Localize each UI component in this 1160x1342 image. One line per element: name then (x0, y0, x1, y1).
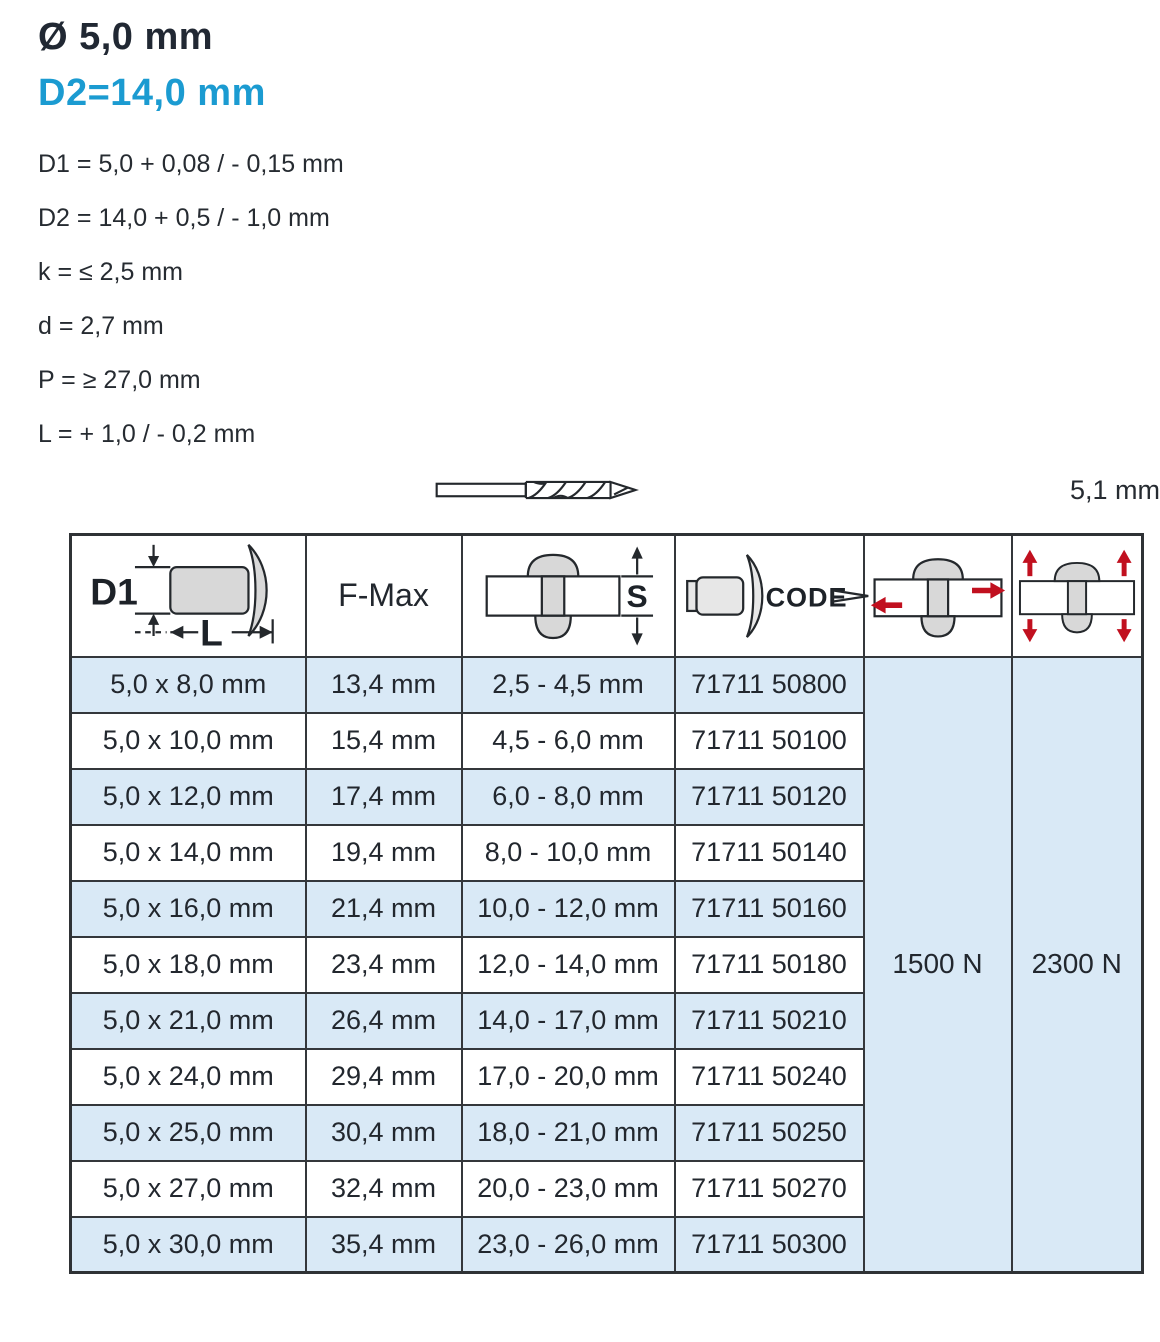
drill-size-label: 5,1 mm (1069, 474, 1160, 505)
cell-code: 71711 50160 (675, 881, 864, 937)
drill-bit-icon (434, 473, 648, 507)
cell-grip: 2,5 - 4,5 mm (462, 657, 675, 713)
shear-strength-icon (869, 539, 1007, 653)
cell-size: 5,0 x 10,0 mm (71, 713, 306, 769)
cell-grip: 8,0 - 10,0 mm (462, 825, 675, 881)
cell-grip: 12,0 - 14,0 mm (462, 937, 675, 993)
cell-fmax: 17,4 mm (306, 769, 462, 825)
col-header-dimensions (71, 535, 306, 657)
cell-fmax: 21,4 mm (306, 881, 462, 937)
table-row (71, 657, 1143, 713)
cell-size: 5,0 x 30,0 mm (71, 1217, 306, 1273)
page-title: Ø 5,0 mm (38, 16, 214, 58)
spec-l: L = + 1,0 / - 0,2 mm (38, 420, 256, 448)
cell-grip: 6,0 - 8,0 mm (462, 769, 675, 825)
tensile-strength-icon (1015, 539, 1139, 653)
cell-fmax: 26,4 mm (306, 993, 462, 1049)
rivet-spec-table (69, 533, 1144, 1274)
cell-code: 71711 50800 (675, 657, 864, 713)
cell-code: 71711 50180 (675, 937, 864, 993)
svg-text:CODE: CODE (765, 582, 847, 613)
cell-code: 71711 50100 (675, 713, 864, 769)
cell-grip: 4,5 - 6,0 mm (462, 713, 675, 769)
cell-code: 71711 50240 (675, 1049, 864, 1105)
cell-size: 5,0 x 8,0 mm (71, 657, 306, 713)
cell-size: 5,0 x 21,0 mm (71, 993, 306, 1049)
cell-fmax: 29,4 mm (306, 1049, 462, 1105)
cell-grip: 14,0 - 17,0 mm (462, 993, 675, 1049)
cell-fmax: 15,4 mm (306, 713, 462, 769)
tensile-value-cell: 2300 N (1012, 657, 1143, 1273)
cell-grip: 23,0 - 26,0 mm (462, 1217, 675, 1273)
col-header-shear (864, 535, 1012, 657)
rivet-dimension-icon (81, 539, 295, 653)
cell-size: 5,0 x 18,0 mm (71, 937, 306, 993)
cell-code: 71711 50300 (675, 1217, 864, 1273)
spec-d: d = 2,7 mm (38, 312, 164, 340)
cell-size: 5,0 x 24,0 mm (71, 1049, 306, 1105)
cell-code: 71711 50120 (675, 769, 864, 825)
svg-text:L: L (200, 611, 224, 653)
cell-grip: 18,0 - 21,0 mm (462, 1105, 675, 1161)
cell-code: 71711 50210 (675, 993, 864, 1049)
spec-d1: D1 = 5,0 + 0,08 / - 0,15 mm (38, 150, 344, 178)
cell-size: 5,0 x 25,0 mm (71, 1105, 306, 1161)
cell-grip: 20,0 - 23,0 mm (462, 1161, 675, 1217)
spec-p: P = ≥ 27,0 mm (38, 366, 201, 394)
cell-code: 71711 50140 (675, 825, 864, 881)
col-header-fmax: F-Max (306, 535, 462, 657)
spec-k: k = ≤ 2,5 mm (38, 258, 184, 286)
cell-grip: 17,0 - 20,0 mm (462, 1049, 675, 1105)
svg-text:S: S (626, 577, 648, 614)
page-subtitle: D2=14,0 mm (38, 72, 266, 114)
grip-range-icon (479, 539, 657, 653)
cell-fmax: 13,4 mm (306, 657, 462, 713)
cell-fmax: 30,4 mm (306, 1105, 462, 1161)
cell-size: 5,0 x 12,0 mm (71, 769, 306, 825)
cell-grip: 10,0 - 12,0 mm (462, 881, 675, 937)
shear-value-cell: 1500 N (864, 657, 1012, 1273)
cell-fmax: 23,4 mm (306, 937, 462, 993)
cell-code: 71711 50270 (675, 1161, 864, 1217)
col-header-tensile (1012, 535, 1143, 657)
table-header-row (71, 535, 1143, 657)
col-header-code (675, 535, 864, 657)
spec-d2: D2 = 14,0 + 0,5 / - 1,0 mm (38, 204, 330, 232)
cell-fmax: 35,4 mm (306, 1217, 462, 1273)
cell-code: 71711 50250 (675, 1105, 864, 1161)
cell-size: 5,0 x 27,0 mm (71, 1161, 306, 1217)
spec-list (38, 137, 1160, 461)
cell-size: 5,0 x 16,0 mm (71, 881, 306, 937)
cell-fmax: 32,4 mm (306, 1161, 462, 1217)
cell-fmax: 19,4 mm (306, 825, 462, 881)
svg-text:D1: D1 (90, 570, 139, 613)
col-header-grip-range (462, 535, 675, 657)
drill-size-row (38, 469, 1160, 511)
rivet-code-icon (676, 549, 872, 643)
cell-size: 5,0 x 14,0 mm (71, 825, 306, 881)
